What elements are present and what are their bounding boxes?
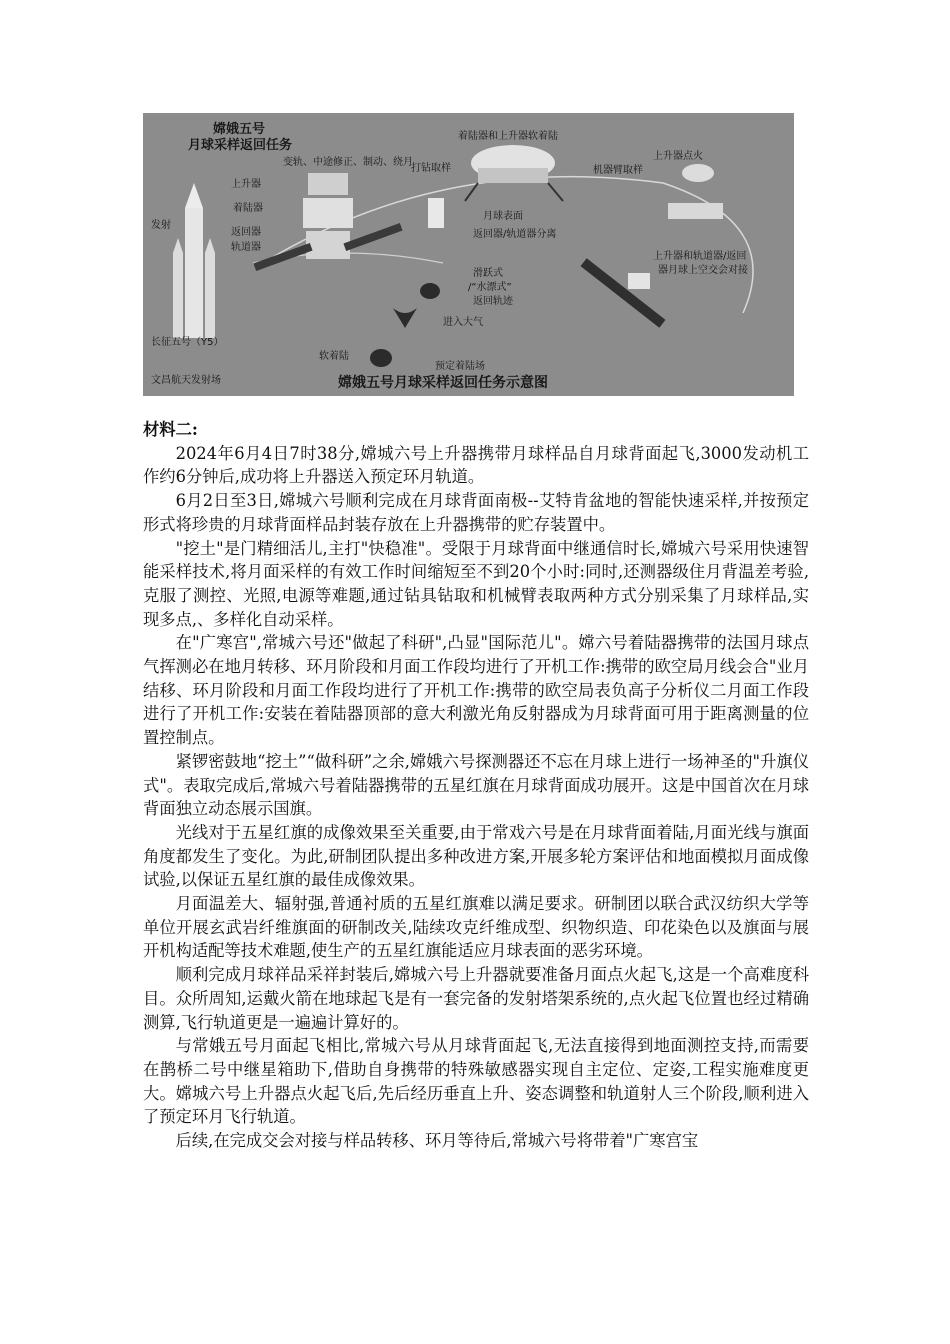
label-maneuver: 变轨、中途修正、制动、绕月 xyxy=(283,157,413,168)
label-liftoff: 上升器点火 xyxy=(653,151,703,162)
label-rendezvous2: 器月球上空交会对接 xyxy=(658,265,748,276)
label-returner: 返回器 xyxy=(231,227,261,238)
label-drill: 打钻取样 xyxy=(411,163,451,174)
label-rocket: 长征五号（Y5） xyxy=(151,337,224,348)
paragraph: 紧锣密鼓地“挖土”“做科研”之余,嫦娥六号探测器还不忘在月球上进行一场神圣的"升旗仪式"。表取完成后,常城六号着陆器携带的五星红旗在月球背面成功展开。这是中国首次在月球背面独立动态展示国旗。 xyxy=(143,751,809,819)
label-launch: 发射 xyxy=(151,220,171,231)
paragraph: 后续,在完成交会对接与样品转移、环月等待后,常城六号将带着"广寒宫宝 xyxy=(175,1131,699,1151)
paragraph: "挖土"是门精细活儿,主打"快稳准"。受限于月球背面中继通信时长,嫦城六号采用快速智能采样技术,将月面采样的有效工作时间缩短至不到20个小时:同时,还测器级住月背温差考验,克服了测控、光照,电源等难题,通过钻具钻取和机械臂表取两种方式分别采集了月球样品,实现多点,、多样化自动采样。 xyxy=(143,538,809,629)
paragraph: 与常娥五号月面起飞相比,常城六号从月球背面起飞,无法直接得到地面测控支持,而需要在鹊桥二号中继星箱助下,借助自身携带的特殊敏感器实现自主定位、定姿,工程实施难度更大。嫦城六号上升器点火起飞后,先后经历垂直上升、姿态调整和轨道射人三个阶段,顺利进入了预定环月飞行轨道。 xyxy=(143,1036,809,1127)
paragraph: 在"广寒宫",常城六号还"做起了科研",凸显"国际范儿"。嫦六号着陆器携带的法国月球点气挥测必在地月转移、环月阶段和月面工作段均进行了开机工作:携带的欧空局月线会合"业月结移、环月阶段和月面工作段均进行了开机工作:携带的欧空局表负高子分析仪二月面工作段进行了开机工作:安装在着陆器顶部的意大利激光角反射器成为月球背面可用于距离测量的位置控制点。 xyxy=(143,633,809,748)
label-planned-site: 预定着陆场 xyxy=(435,361,485,372)
label-soft-landing: 软着陆 xyxy=(319,351,349,362)
mission-diagram-image xyxy=(143,113,794,396)
drill-icon xyxy=(428,198,444,228)
label-atmosphere: 进入大气 xyxy=(443,317,483,328)
paragraph: 6月2日至3日,嫦城六号顺利完成在月球背面南极--艾特肯盆地的智能快速采样,并按预定形式将珍贵的月球背面样品封装存放在上升器携带的贮存装置中。 xyxy=(143,491,809,534)
figure-caption: 嫦娥五号月球采样返回任务示意图 xyxy=(338,375,548,391)
label-landing: 着陆器和上升器软着陆 xyxy=(458,131,558,142)
label-orbiter: 轨道器 xyxy=(231,242,261,253)
paragraph: 月面温差大、辐射强,普通衬质的五星红旗难以满足要求。研制团以联合武汉纺织大学等单位开展玄武岩纤维旗面的研制改关,陆续攻克纤维成型、织物织造、印花染色以及旗面与展开机构适配等技术难题,使生产的五星红旗能适应月球表面的恶劣环境。 xyxy=(143,894,809,961)
label-site: 文昌航天发射场 xyxy=(151,375,221,386)
article-body xyxy=(143,418,809,1153)
label-lander: 着陆器 xyxy=(233,203,263,214)
landed-capsule-icon xyxy=(370,349,392,367)
label-skip: 滑跃式 xyxy=(473,268,503,279)
label-skip3: 返回轨迹 xyxy=(473,296,513,307)
figure-title-line1: 嫦娥五号 xyxy=(213,122,266,137)
label-surface: 月球表面 xyxy=(483,211,523,222)
paragraph: 顺利完成月球祥品采祥封装后,嫦城六号上升器就要准备月面点火起飞,这是一个高难度科目。众所周知,运戴火箭在地球起飞是有一套完备的发射塔架系统的,点火起飞位置也经过精确测算,飞行轨道更是一遍遍计算好的。 xyxy=(143,965,809,1032)
label-separate: 返回器/轨道器分离 xyxy=(473,229,557,240)
label-skip2: /“水漂式” xyxy=(468,282,512,293)
paragraph: 光线对于五星红旗的成像效果至关重要,由于常戏六号是在月球背面着陆,月面光线与旗面角度都发生了变化。为此,研制团队提出多种改进方案,开展多轮方案评估和地面模拟月面成像试验,以保证五星红旗的最佳成像效果。 xyxy=(143,822,809,890)
label-arm: 机器臂取样 xyxy=(593,165,643,176)
section-title: 材料二: xyxy=(143,420,198,439)
label-ascender: 上升器 xyxy=(231,179,261,190)
mission-diagram xyxy=(143,113,794,396)
label-rendezvous: 上升器和轨道器/返回 xyxy=(653,251,747,262)
capsule-icon xyxy=(420,283,440,299)
paragraph: 2024年6月4日7时38分,嫦城六号上升器携带月球样品自月球背面起飞,3000发动机工作约6分钟后,成功将上升器送入预定环月轨道。 xyxy=(143,443,809,487)
figure-title-line2: 月球采样返回任务 xyxy=(188,138,293,153)
